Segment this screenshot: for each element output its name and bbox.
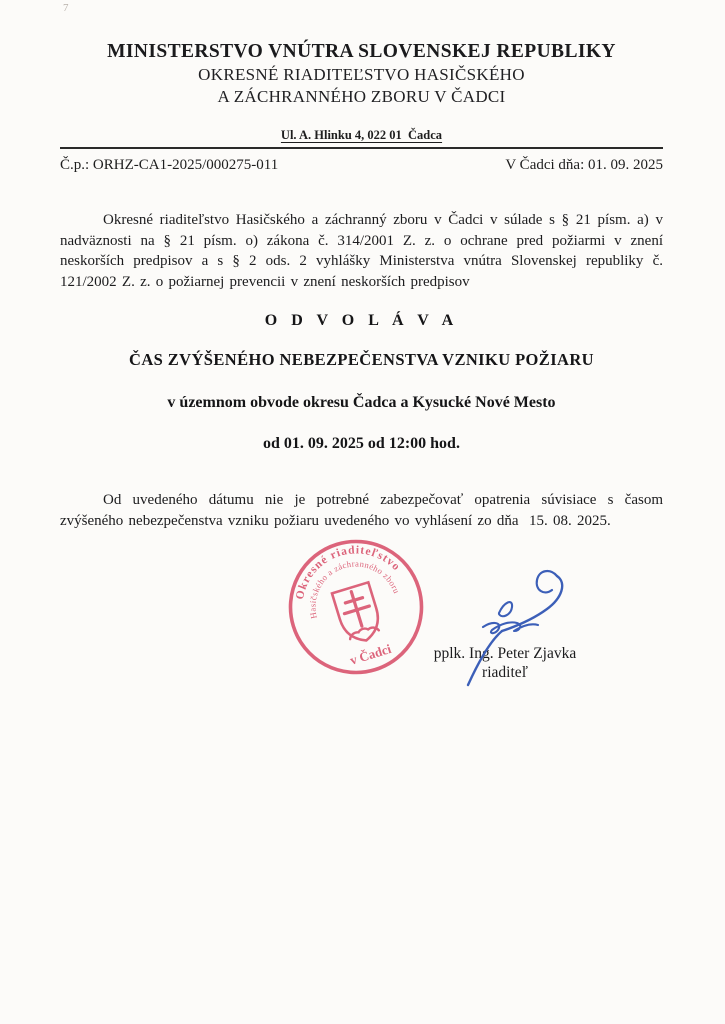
directorate-line1: OKRESNÉ RIADITEĽSTVO HASIČSKÉHO <box>198 65 525 84</box>
directorate-line2: A ZÁCHRANNÉHO ZBORU V ČADCI <box>217 87 506 106</box>
signature-loop-stroke <box>537 571 557 592</box>
signer-title: riaditeľ <box>482 664 528 681</box>
place-and-date: V Čadci dňa: 01. 09. 2025 <box>505 157 663 173</box>
closing-paragraph: Od uvedeného dátumu nie je potrebné zabezpečovať opatrenia súvisiace s časom zvýšeného nebezpečenstva vzniku požiaru uvedeného vo vyhlásení zo dňa 15. 08. 2025. <box>60 492 663 529</box>
letterhead-divider <box>60 147 663 149</box>
signature-letter-h <box>499 602 512 616</box>
subject-heading: ČAS ZVÝŠENÉHO NEBEZPEČENSTVA VZNIKU POŽIARU <box>129 350 594 369</box>
signature-descender-stroke <box>468 631 502 685</box>
letterhead <box>60 0 663 108</box>
signer-name: pplk. Ing. Peter Zjavka <box>433 645 577 662</box>
file-number: Č.p.: ORHZ-CA1-2025/000275-011 <box>60 157 279 173</box>
handwritten-signature <box>438 563 590 691</box>
stamp-arc-inner-text: Hasičského a záchranného zboru <box>307 558 402 620</box>
area-heading: v územnom obvode okresu Čadca a Kysucké Nové Mesto <box>167 394 556 411</box>
legal-basis-paragraph: Okresné riaditeľstvo Hasičského a záchranný zboru v Čadci v súlade s § 21 písm. a) v nadväznosti na § 21 písm. o) zákona č. 314/2001 Z. z. o ochrane pred požiarmi v znení neskorších predpisov a s § 2 ods. 2 vyhlášky Ministerstva vnútra Slovenskej republiky č. 121/2002 Z. z. o požiarnej prevencii v znení neskorších predpisov <box>60 212 663 290</box>
stamp-bottom-text: v Čadci <box>348 640 393 668</box>
reference-row <box>60 156 663 175</box>
stamp-arc-top-text: Okresné riaditeľstvo <box>293 544 403 601</box>
office-address: Ul. A. Hlinku 4, 022 01 Čadca <box>280 128 443 142</box>
scan-artifact-mark: 7 <box>63 2 69 14</box>
signature-block <box>60 531 663 831</box>
revokes-heading: O D V O L Á V A <box>264 312 459 329</box>
effective-date-heading: od 01. 09. 2025 od 12:00 hod. <box>263 435 460 452</box>
ministry-title: MINISTERSTVO VNÚTRA SLOVENSKEJ REPUBLIKY <box>107 41 616 62</box>
